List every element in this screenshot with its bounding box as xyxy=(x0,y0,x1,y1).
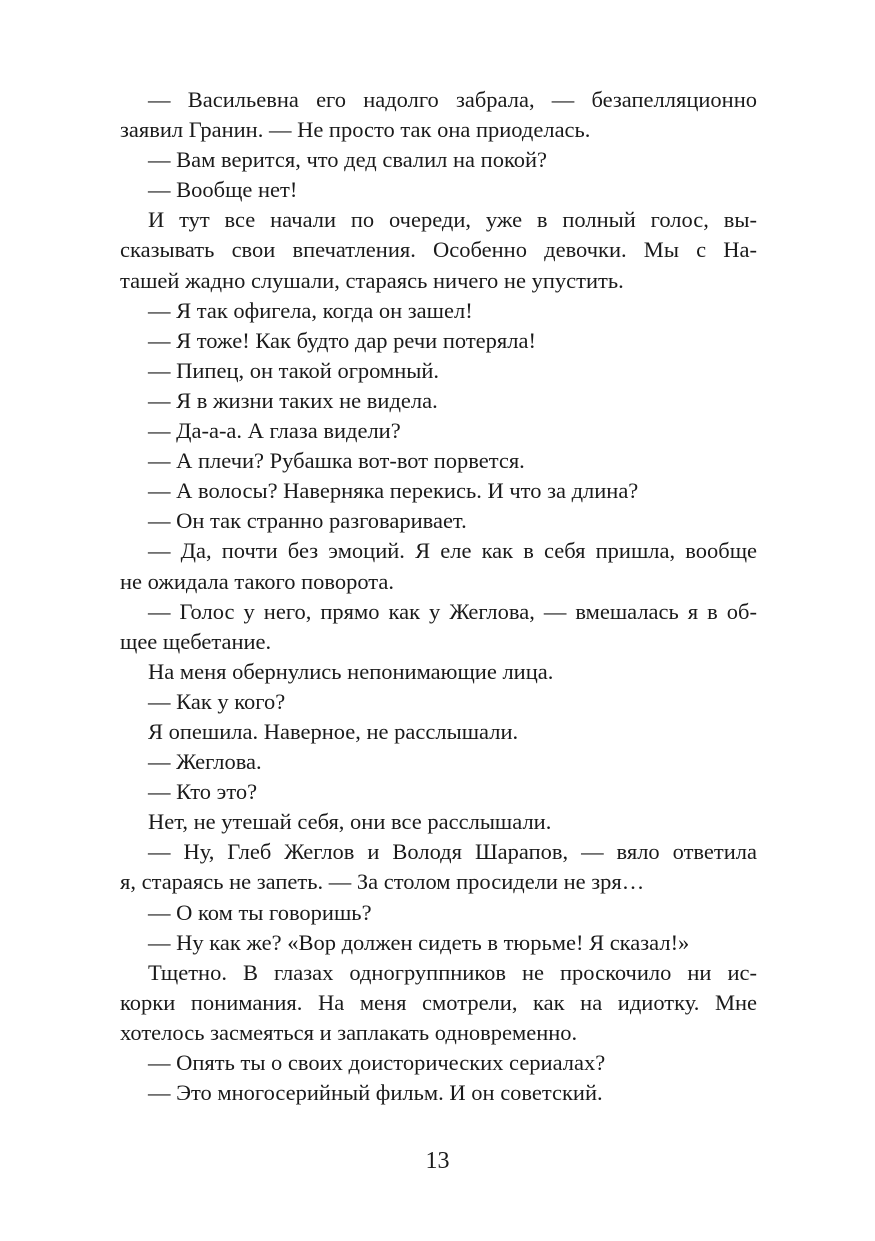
text-line: — Я в жизни таких не видела. xyxy=(148,387,438,413)
text-line: — А волосы? Наверняка перекись. И что за длина? xyxy=(148,478,639,504)
page-number: 13 xyxy=(425,1148,450,1174)
text-line: сказывать свои впечатления. Особенно девочки. Мы с На- xyxy=(120,237,757,263)
text-line: — Это многосерийный фильм. И он советский. xyxy=(148,1080,603,1106)
text-line: — А плечи? Рубашка вот-вот порвется. xyxy=(148,448,525,474)
text-line: Нет, не утешай себя, они все расслышали. xyxy=(148,809,552,835)
text-line: — Я так офигела, когда он зашел! xyxy=(148,297,473,323)
text-line: не ожидала такого поворота. xyxy=(120,568,395,594)
text-line: — Как у кого? xyxy=(148,688,286,714)
text-line: И тут все начали по очереди, уже в полный голос, вы- xyxy=(148,207,757,233)
text-line: — Вам верится, что дед свалил на покой? xyxy=(148,147,548,173)
text-line: — Опять ты о своих доисторических сериалах? xyxy=(148,1050,606,1075)
text-line: — Вообще нет! xyxy=(148,177,298,203)
text-line: — Голос у него, прямо как у Жеглова, — вмешалась я в об- xyxy=(148,598,757,624)
text-line: заявил Гранин. — Не просто так она приоделась. xyxy=(120,117,591,143)
text-line: Я опешила. Наверное, не расслышали. xyxy=(148,718,519,744)
text-line: — Жеглова. xyxy=(148,749,262,775)
text-line: — Ну как же? «Вор должен сидеть в тюрьме! Я сказал!» xyxy=(148,929,690,955)
text-line: Тщетно. В глазах одногруппников не проскочило ни ис- xyxy=(148,959,757,985)
text-line: На меня обернулись непонимающие лица. xyxy=(148,658,554,684)
text-line: — О ком ты говоришь? xyxy=(148,899,372,925)
text-line: корки понимания. На меня смотрели, как на идиотку. Мне xyxy=(120,989,757,1015)
text-line: — Да, почти без эмоций. Я еле как в себя пришла, вообще xyxy=(148,538,757,564)
text-line: я, стараясь не запеть. — За столом просидели не зря… xyxy=(120,869,645,895)
text-line: — Ну, Глеб Жеглов и Володя Шарапов, — вяло ответила xyxy=(148,839,757,865)
text-line: — Пипец, он такой огромный. xyxy=(148,357,440,383)
text-line: щее щебетание. xyxy=(120,628,272,654)
text-line: — Он так странно разговаривает. xyxy=(148,508,467,534)
text-line: ташей жадно слушали, стараясь ничего не упустить. xyxy=(120,267,624,293)
text-line: — Кто это? xyxy=(148,779,258,805)
text-line: — Да-а-а. А глаза видели? xyxy=(148,418,401,444)
page-body-text xyxy=(120,85,757,1108)
text-line: хотелось засмеяться и заплакать одновременно. xyxy=(120,1019,578,1045)
text-line: — Васильевна его надолго забрала, — безапелляционно xyxy=(148,87,757,112)
text-line: — Я тоже! Как будто дар речи потеряла! xyxy=(148,327,536,353)
